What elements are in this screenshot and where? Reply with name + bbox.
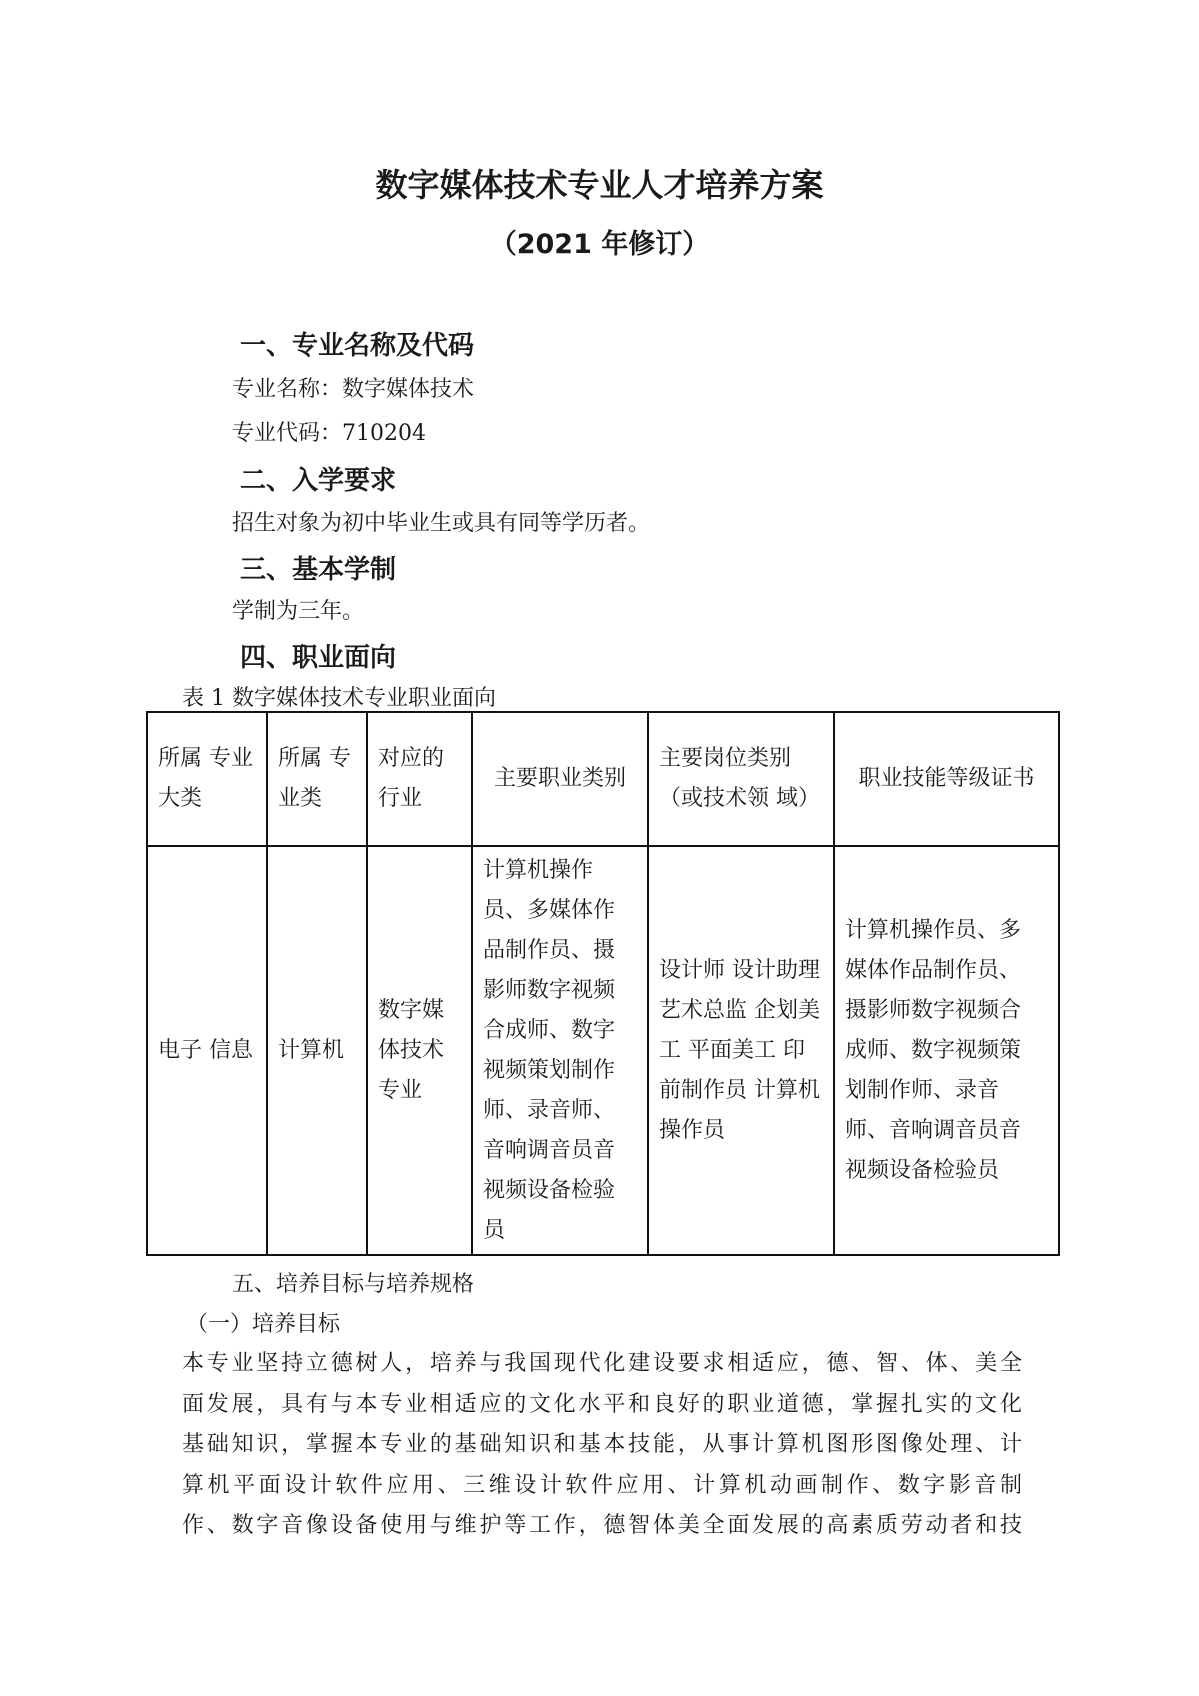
document-title: 数字媒体技术专业人才培养方案 xyxy=(375,166,824,204)
document-subtitle: （2021 年修订） xyxy=(489,229,710,260)
paragraph-line: 算机平面设计软件应用、三维设计软件应用、计算机动画制作、数字影音制 xyxy=(182,1472,1022,1498)
section-2-heading: 二、入学要求 xyxy=(240,466,397,496)
header-certificate: 职业技能等级证书 xyxy=(834,712,1059,846)
header-position: 主要岗位类别 （或技术领 域） xyxy=(648,712,834,846)
career-orientation-table xyxy=(146,711,1060,1256)
header-subcategory: 所属 专业类 xyxy=(267,712,367,846)
section-5-subheading: （一）培养目标 xyxy=(186,1312,341,1337)
header-industry: 对应的 行业 xyxy=(367,712,472,846)
paragraph-line: 本专业坚持立德树人，培养与我国现代化建设要求相适应，德、智、体、美全 xyxy=(182,1351,1022,1376)
paragraph-line: 基础知识，掌握本专业的基础知识和基本技能，从事计算机图形图像处理、计 xyxy=(182,1432,1022,1457)
table-row xyxy=(147,846,1059,1255)
cell-subcategory: 计算机 xyxy=(267,846,367,1255)
section-5-heading: 五、培养目标与培养规格 xyxy=(232,1272,475,1297)
header-occupation: 主要职业类别 xyxy=(472,712,648,846)
header-category: 所属 专业大类 xyxy=(147,712,267,846)
table-caption: 表 1 数字媒体技术专业职业面向 xyxy=(182,686,496,711)
cell-category: 电子 信息 xyxy=(147,846,267,1255)
major-name-line: 专业名称：数字媒体技术 xyxy=(232,377,475,402)
admission-text: 招生对象为初中毕业生或具有同等学历者。 xyxy=(232,511,651,536)
paragraph-line: 面发展，具有与本专业相适应的文化水平和良好的职业道德，掌握扎实的文化 xyxy=(182,1391,1022,1417)
section-4-heading: 四、职业面向 xyxy=(240,643,397,673)
section-1-heading: 一、专业名称及代码 xyxy=(240,331,475,361)
training-goal-paragraph xyxy=(182,1344,1022,1547)
section-3-heading: 三、基本学制 xyxy=(240,555,397,585)
table-header-row xyxy=(147,712,1059,846)
duration-text: 学制为三年。 xyxy=(232,599,365,624)
major-code-line: 专业代码：710204 xyxy=(232,421,426,446)
cell-certificate: 计算机操作员、多 媒体作品制作员、 摄影师数字视频合 成师、数字视频策 划制作师、录音 师、音响调音员音 视频设备检验员 xyxy=(834,846,1059,1255)
cell-occupation: 计算机操作 员、多媒体作 品制作员、摄 影师数字视频 合成师、数字 视频策划制作 师、录音师、 音响调音员音 视频设备检验 员 xyxy=(472,846,648,1255)
cell-position: 设计师 设计助理 艺术总监 企划美工 平面美工 印前制作员 计算机操作员 xyxy=(648,846,834,1255)
paragraph-line: 作、数字音像设备使用与维护等工作，德智体美全面发展的高素质劳动者和技 xyxy=(182,1513,1022,1538)
cell-industry: 数字媒 体技术 专业 xyxy=(367,846,472,1255)
